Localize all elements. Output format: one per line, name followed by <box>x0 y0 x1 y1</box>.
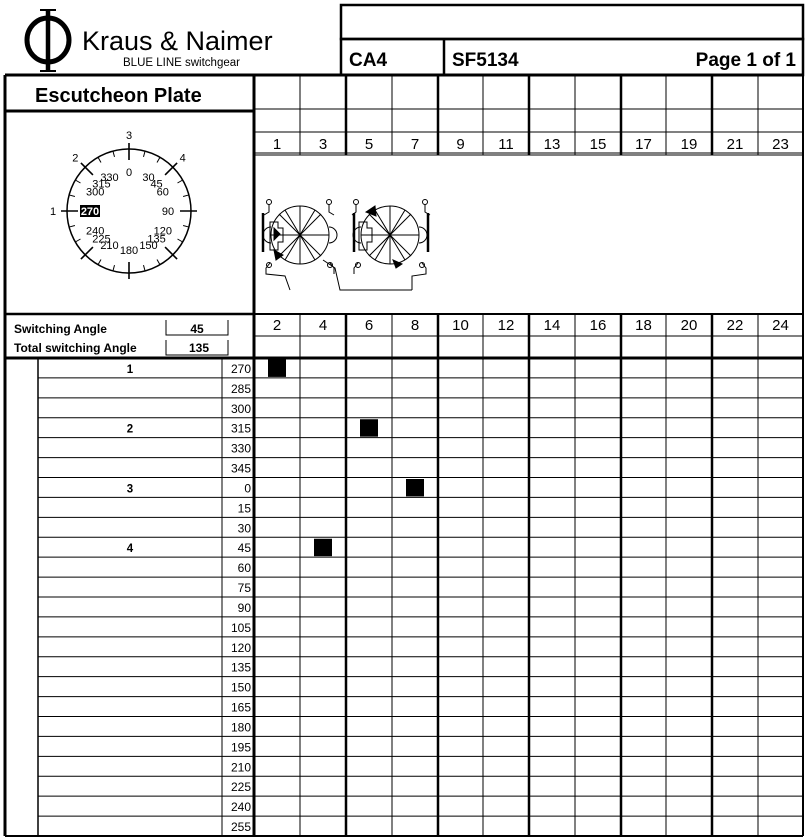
table-row <box>38 442 803 458</box>
table-row <box>38 681 803 697</box>
table-row <box>38 419 803 437</box>
dial-tick <box>177 180 182 183</box>
switching-angle-value: 45 <box>190 322 204 336</box>
total-switching-angle-value: 135 <box>188 341 210 355</box>
angle-label: 255 <box>230 820 251 834</box>
angle-label: 135 <box>230 660 251 675</box>
angle-label: 210 <box>230 760 251 775</box>
dial-angle-label: 240 <box>86 225 105 238</box>
angle-label: 105 <box>230 620 251 635</box>
total-switching-angle-label: Total switching Angle <box>14 341 137 355</box>
table-row <box>38 382 803 398</box>
position-label: 4 <box>126 543 134 556</box>
article-code: SF5134 <box>452 50 519 71</box>
angle-label: 165 <box>230 700 251 715</box>
dial-tick <box>157 157 160 162</box>
angle-label: 120 <box>230 640 251 655</box>
table-row <box>38 800 803 816</box>
table-row <box>38 641 803 657</box>
terminal-labels <box>273 136 789 334</box>
brand-logo <box>27 10 273 71</box>
dial-angle-label: 45 <box>150 178 163 191</box>
angle-label: 30 <box>237 521 251 536</box>
phi-logo-icon <box>27 10 69 71</box>
contact-closed-marker <box>360 419 378 436</box>
dial-tick <box>143 265 145 271</box>
dial-tick <box>183 195 189 197</box>
dial-angle-label: 315 <box>92 178 111 191</box>
terminal-bottom-label: 14 <box>543 317 561 334</box>
dial-tick <box>113 151 115 157</box>
table-row <box>38 760 803 776</box>
dial-tick <box>98 157 101 162</box>
contact-cam-2 <box>352 200 430 291</box>
brand-tagline: BLUE LINE switchgear <box>123 57 240 69</box>
dial-tick <box>177 239 182 242</box>
terminal-bottom-label: 18 <box>635 317 652 334</box>
terminal-top-label: 7 <box>410 136 420 153</box>
dial-tick <box>69 195 75 197</box>
table-row <box>38 402 803 418</box>
page-indicator: Page 1 of 1 <box>695 50 796 71</box>
position-label: 2 <box>126 423 134 436</box>
terminal-top-label: 21 <box>726 136 744 153</box>
terminal-top-label: 11 <box>498 136 514 153</box>
terminal-top-label: 1 <box>272 136 282 153</box>
table-row <box>38 701 803 717</box>
dial-tick <box>157 259 160 264</box>
terminal-top-label: 9 <box>456 136 465 153</box>
terminal-bottom-label: 10 <box>452 317 469 334</box>
angle-label: 195 <box>230 740 251 755</box>
contact-closed-marker <box>268 360 286 377</box>
terminal-bottom-label: 2 <box>272 317 282 334</box>
angle-label: 225 <box>230 780 251 795</box>
angle-label: 15 <box>237 501 251 516</box>
table-row <box>38 621 803 637</box>
section-title: Escutcheon Plate <box>35 85 202 107</box>
dial-angle-label: 90 <box>161 206 175 218</box>
table-row <box>38 462 803 478</box>
dial-angle-label: 270 <box>80 206 100 218</box>
angle-label: 330 <box>230 441 251 456</box>
table-row <box>38 661 803 677</box>
dial-tick <box>75 239 80 242</box>
angle-label: 45 <box>237 541 251 556</box>
dial-angle-label: 330 <box>100 172 119 185</box>
main-frame <box>5 75 803 836</box>
table-row <box>38 539 803 557</box>
table-row <box>38 521 803 537</box>
dial-position-label: 3 <box>125 130 133 142</box>
terminal-bottom-label: 4 <box>318 317 328 334</box>
table-row <box>38 601 803 617</box>
terminal-bottom-label: 6 <box>364 317 374 334</box>
dial-angle-label: 300 <box>86 186 105 199</box>
dial-position-label: 1 <box>49 206 57 218</box>
angle-label: 90 <box>237 600 251 615</box>
terminal-top-label: 13 <box>543 136 561 153</box>
dial-angle-label: 60 <box>156 186 169 199</box>
switching-angle-label: Switching Angle <box>14 322 107 336</box>
angle-label: 0 <box>244 481 251 496</box>
terminal-top-label: 3 <box>318 136 328 153</box>
terminal-bottom-label: 16 <box>589 317 607 334</box>
contact-schematic <box>263 200 430 291</box>
angle-label: 150 <box>230 680 251 695</box>
dial-tick <box>69 225 75 227</box>
angle-label: 300 <box>230 401 251 416</box>
dial-angle-label: 180 <box>119 245 139 257</box>
angle-label: 315 <box>230 421 251 436</box>
angle-label: 180 <box>230 720 251 735</box>
table-row <box>38 561 803 577</box>
terminal-top-label: 19 <box>680 136 698 153</box>
angle-label: 60 <box>237 561 251 576</box>
position-label: 1 <box>126 363 134 376</box>
angle-label: 345 <box>230 461 251 476</box>
terminal-bottom-label: 20 <box>680 317 698 334</box>
table-row <box>38 360 803 378</box>
table-row <box>38 501 803 517</box>
switching-table <box>38 358 803 836</box>
contact-grid-lines <box>300 75 758 836</box>
dial-position-label: 4 <box>179 152 186 165</box>
angle-label: 270 <box>230 361 251 376</box>
escutcheon-dial <box>50 130 197 279</box>
position-label: 3 <box>126 483 134 496</box>
angle-label: 285 <box>230 381 251 396</box>
dial-tick <box>75 180 80 183</box>
brand-name: Kraus & Naimer <box>82 26 273 56</box>
terminal-bottom-label: 8 <box>410 317 420 334</box>
dial-tick <box>98 259 101 264</box>
dial-angle-label: 120 <box>153 225 172 238</box>
table-row <box>38 479 803 497</box>
series-code: CA4 <box>349 50 388 71</box>
table-row <box>231 820 251 834</box>
angle-label: 75 <box>237 581 251 595</box>
table-row <box>38 740 803 756</box>
terminal-top-label: 17 <box>635 136 652 153</box>
dial-position-label: 2 <box>72 152 79 165</box>
terminal-top-label: 15 <box>589 136 607 153</box>
contact-closed-marker <box>314 539 332 556</box>
contact-cam-1 <box>263 200 337 291</box>
table-row <box>38 720 803 736</box>
terminal-top-label: 5 <box>364 136 374 153</box>
dial-angle-label: 150 <box>139 239 158 252</box>
contact-closed-marker <box>406 479 424 496</box>
dial-tick <box>183 225 189 227</box>
dial-tick <box>143 151 145 157</box>
terminal-bottom-label: 22 <box>726 317 744 334</box>
table-row <box>38 581 803 597</box>
terminal-top-label: 23 <box>772 136 789 153</box>
dial-angle-label: 225 <box>92 233 111 246</box>
dial-angle-label: 210 <box>100 239 119 252</box>
dial-tick <box>113 265 115 271</box>
dial-angle-label: 0 <box>125 167 133 179</box>
dial-angle-label: 135 <box>147 233 166 246</box>
terminal-bottom-label: 24 <box>772 317 789 334</box>
terminal-bottom-label: 12 <box>497 317 515 334</box>
angle-label: 240 <box>230 800 251 815</box>
table-row <box>38 780 803 796</box>
dial-angle-label: 30 <box>142 172 155 185</box>
